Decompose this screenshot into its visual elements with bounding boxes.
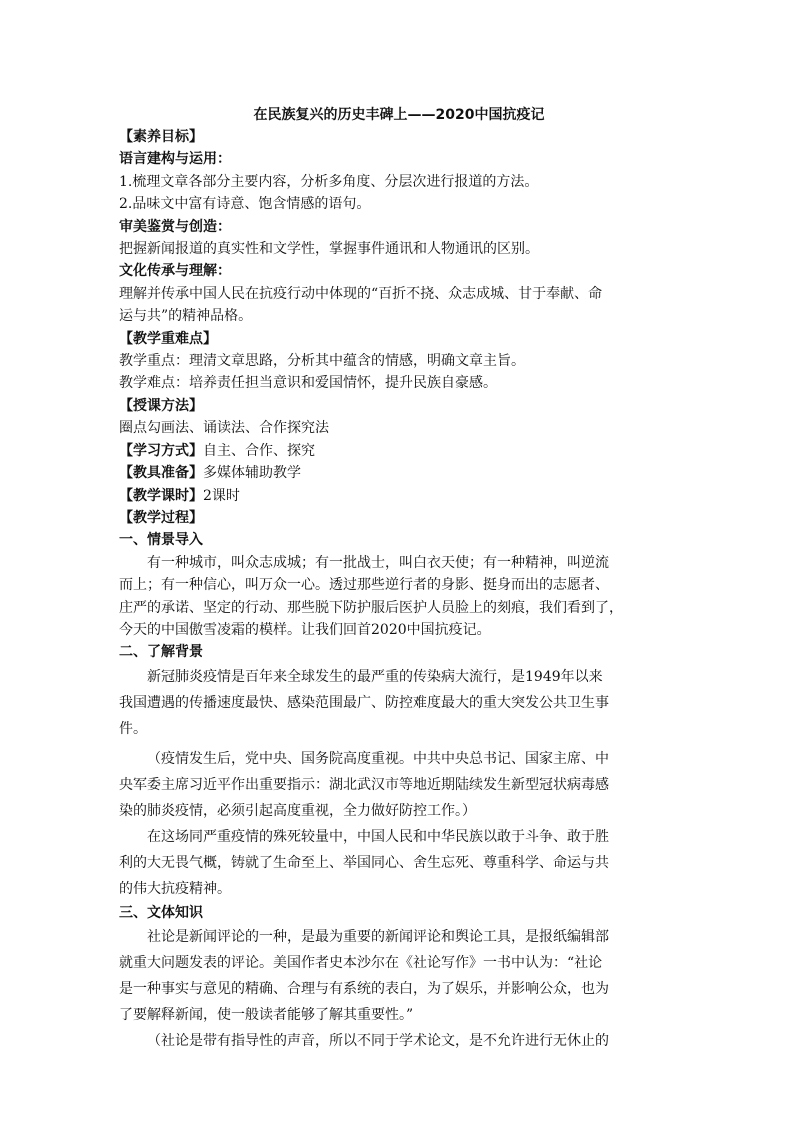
- text-shenmei: 把握新闻报道的真实性和文学性，掌握事件通讯和人物通讯的区别。: [119, 241, 539, 258]
- text-s2-p3-line-1: 在这场同严重疫情的殊死较量中，中国人民和中华民族以敢于斗争、敢于胜: [147, 828, 609, 845]
- text-xuexi: 自主、合作、探究: [203, 442, 315, 459]
- text-s3-p1-line-1: 社论是新闻评论的一种，是最为重要的新闻评论和舆论工具，是报纸编辑部: [147, 929, 609, 946]
- heading-section-1: 一、情景导入: [119, 532, 203, 549]
- text-s2-p2-line-3: 染的肺炎疫情，必须引起高度重视，全力做好防控工作。）: [119, 802, 476, 819]
- row-jiaoju: [119, 462, 679, 484]
- heading-section-2: 二、了解背景: [119, 644, 203, 661]
- heading-guocheng: 【教学过程】: [119, 509, 203, 526]
- text-yuyan-1: 1.梳理文章各部分主要内容，分析多角度、分层次进行报道的方法。: [119, 173, 539, 190]
- heading-yuyan: 语言建构与运用：: [119, 151, 231, 168]
- heading-wenhua: 文化传承与理解：: [119, 263, 231, 280]
- text-s2-p3-line-3: 的伟大抗疫精神。: [119, 880, 231, 897]
- heading-jiaoju: 【教具准备】: [119, 465, 203, 482]
- text-s1-line-1: 有一种城市，叫众志成城；有一批战士，叫白衣天使；有一种精神，叫逆流: [147, 554, 609, 571]
- text-nandian: 教学难点：培养责任担当意识和爱国情怀，提升民族自豪感。: [119, 375, 497, 392]
- text-zhongdian: 教学重点：理清文章思路，分析其中蕴含的情感，明确文章主旨。: [119, 353, 525, 370]
- text-yuyan-2: 2.品味文中富有诗意、饱含情感的语句。: [119, 196, 371, 213]
- heading-xuexi: 【学习方式】: [119, 442, 203, 459]
- heading-shenmei: 审美鉴赏与创造：: [119, 218, 231, 235]
- text-s2-p1-line-1: 新冠肺炎疫情是百年来全球发生的最严重的传染病大流行，是1949年以来: [147, 668, 603, 685]
- text-s2-p2-line-2: 央军委主席习近平作出重要指示：湖北武汉市等地近期陆续发生新型冠状病毒感: [119, 776, 609, 793]
- text-wenhua-2: 运与共”的精神品格。: [119, 308, 253, 325]
- heading-fangfa: 【授课方法】: [119, 397, 203, 414]
- text-s2-p2-line-1: （疫情发生后，党中央、国务院高度重视。中共中央总书记、国家主席、中: [147, 750, 609, 767]
- text-s3-p2-line-1: （社论是带有指导性的声音，所以不同于学术论文，是不允许进行无休止的: [147, 1033, 609, 1050]
- text-s2-p3-line-2: 利的大无畏气概，铸就了生命至上、举国同心、舍生忘死、尊重科学、命运与共: [119, 854, 609, 871]
- heading-suyang: 【素养目标】: [119, 129, 203, 145]
- text-s2-p1-line-2: 我国遭遇的传播速度最快、感染范围最广、防控难度最大的重大突发公共卫生事: [119, 694, 609, 711]
- heading-section-3: 三、文体知识: [119, 904, 203, 921]
- text-s2-p1-line-3: 件。: [119, 720, 147, 737]
- row-keshi: [119, 485, 679, 507]
- text-s1-line-4: 今天的中国傲雪凌霜的模样。让我们回首2020中国抗疫记。: [119, 621, 491, 638]
- text-s3-p1-line-2: 就重大问题发表的评论。美国作者史本沙尔在《社论写作》一书中认为：“社论: [119, 955, 603, 972]
- text-s1-line-2: 而上；有一种信心，叫万众一心。透过那些逆行者的身影、挺身而出的志愿者、: [119, 577, 609, 594]
- text-s3-p1-line-4: 了要解释新闻，使一般读者能够了解其重要性。”: [119, 1007, 414, 1024]
- text-fangfa: 圈点勾画法、诵读法、合作探究法: [119, 420, 329, 437]
- text-s1-line-3: 庄严的承诺、坚定的行动、那些脱下防护服后医护人员脸上的刻痕，我们看到了，: [119, 599, 623, 616]
- text-wenhua-1: 理解并传承中国人民在抗疫行动中体现的“百折不挠、众志成城、甘于奉献、命: [119, 285, 603, 302]
- heading-zhongnan: 【教学重难点】: [119, 330, 217, 347]
- heading-keshi: 【教学课时】: [119, 487, 203, 504]
- text-jiaoju: 多媒体辅助教学: [203, 465, 301, 482]
- row-xuexi: [119, 440, 679, 462]
- document-page: [119, 104, 679, 1054]
- text-keshi: 2课时: [203, 487, 240, 504]
- text-s3-p1-line-3: 是一种事实与意见的精确、合理与有系统的表白，为了娱乐，并影响公众，也为: [119, 981, 609, 998]
- document-title: 在民族复兴的历史丰碑上——2020中国抗疫记: [253, 107, 545, 123]
